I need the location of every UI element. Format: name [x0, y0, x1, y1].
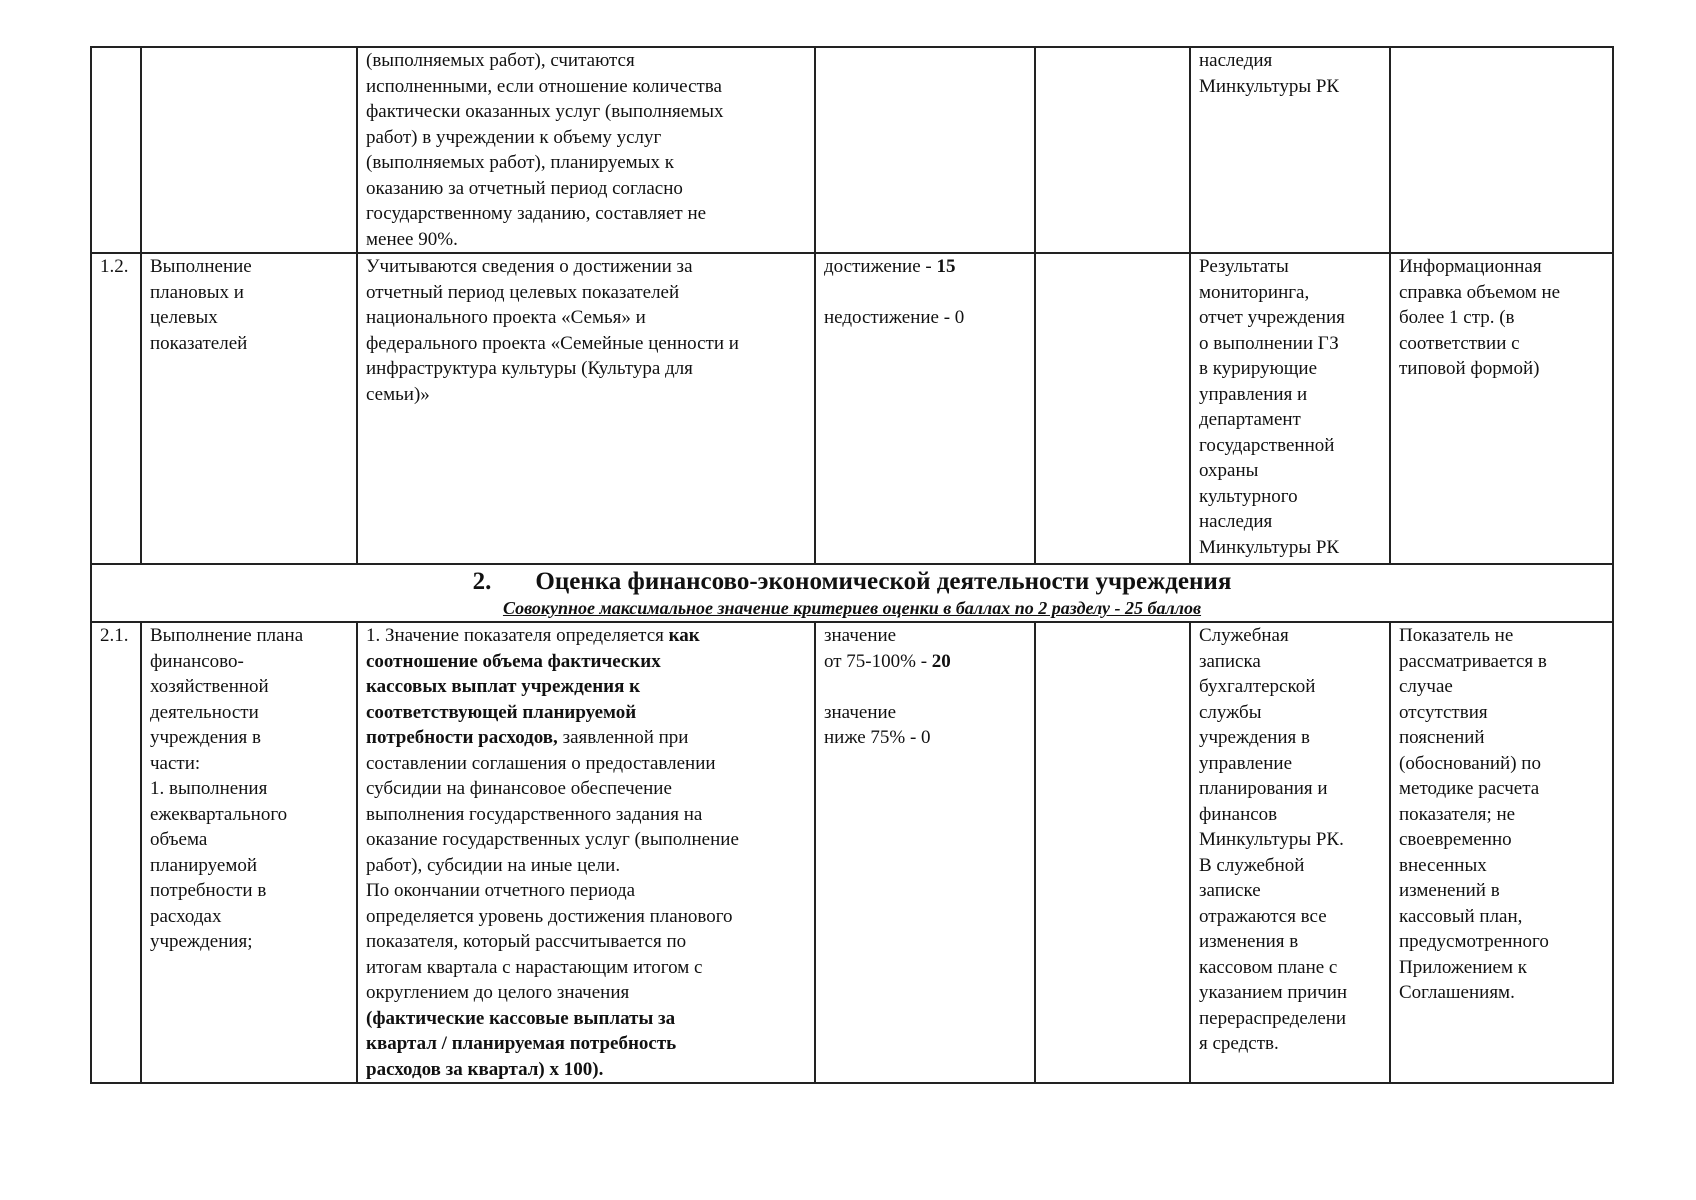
- text-line: ежеквартального: [150, 803, 288, 825]
- text-line: культурного: [1199, 485, 1298, 507]
- text-line: части:: [150, 752, 201, 774]
- cell-empty: [1035, 622, 1190, 1083]
- text-line: инфраструктура культуры (Культура для: [366, 358, 693, 379]
- score-a: [824, 649, 1026, 675]
- cell-source: [1190, 253, 1390, 564]
- text-line: указанием причин: [1199, 982, 1348, 1003]
- text-line: субсидии на финансовое обеспечение: [366, 778, 672, 799]
- section-header-row: [91, 564, 1613, 622]
- text-line: отражаются все: [1199, 905, 1327, 927]
- text-line: записка: [1199, 650, 1261, 672]
- score-not-achieved: недостижение - 0: [824, 307, 965, 328]
- text-line: менее 90%.: [366, 228, 458, 250]
- text-line: методике расчета: [1399, 778, 1540, 799]
- text-line: государственному заданию, составляет не: [366, 203, 707, 224]
- text-line: Приложением к: [1399, 956, 1527, 978]
- text-line: объема: [150, 829, 208, 850]
- text-line: По окончании отчетного периода: [366, 880, 636, 901]
- row-number: [91, 622, 141, 1083]
- text-line: кассовый план,: [1399, 905, 1523, 927]
- text-line: федерального проекта «Семейные ценности и: [366, 332, 739, 354]
- text-line: итогам квартала с нарастающим итогом с: [366, 956, 703, 978]
- section-header-cell: [91, 564, 1613, 622]
- cell-note: [1390, 622, 1613, 1083]
- score-a-value: 20: [931, 650, 951, 672]
- text-line: Выполнение: [150, 256, 252, 277]
- cell-name: [141, 622, 357, 1083]
- text-run: 1. Значение показателя определяется: [366, 625, 669, 646]
- cell-description: [357, 47, 815, 253]
- text-line: расходах: [150, 905, 222, 927]
- text-line: отсутствия: [1399, 701, 1488, 723]
- text-line: учреждения в: [150, 727, 262, 748]
- text-line: бухгалтерской: [1199, 676, 1316, 697]
- text-line: оказанию за отчетный период согласно: [366, 177, 683, 199]
- text-line: потребности в: [150, 880, 267, 901]
- score-a-range: от 75-100% -: [824, 650, 932, 672]
- text-line: показателей: [150, 332, 248, 354]
- table-row-2-1: [91, 622, 1613, 1083]
- text-line: соотношение объема фактических: [366, 650, 661, 672]
- text-line: записке: [1199, 880, 1261, 901]
- text-line: справка объемом не: [1399, 281, 1561, 303]
- text-line: случае: [1399, 676, 1453, 697]
- text-line: составлении соглашения о предоставлении: [366, 752, 716, 774]
- spacer: [824, 674, 1026, 700]
- text-line: управление: [1199, 752, 1293, 774]
- cell-name: [141, 253, 357, 564]
- text-line: службы: [1199, 701, 1262, 723]
- text-line: плановых и: [150, 281, 244, 303]
- text-line: выполнения государственного задания на: [366, 803, 703, 825]
- cell-source: [1190, 622, 1390, 1083]
- text-line: показателя, который рассчитывается по: [366, 931, 687, 952]
- score-b-label: значение: [824, 701, 897, 723]
- text-line: [366, 623, 806, 649]
- score-b-range: ниже 75% - 0: [824, 727, 931, 748]
- score-achieved-value: 15: [936, 256, 956, 277]
- text-line: квартал / планируемая потребность: [366, 1033, 677, 1054]
- text-line: показателя; не: [1399, 803, 1516, 825]
- text-line: расходов за квартал) х 100).: [366, 1058, 604, 1080]
- cell-name: [141, 47, 357, 253]
- text-line: учреждения в: [1199, 727, 1311, 748]
- text-line: учреждения;: [150, 931, 253, 952]
- text-line: охраны: [1199, 460, 1259, 481]
- text-line: [366, 725, 806, 751]
- text-line: соответствующей планируемой: [366, 701, 637, 723]
- cell-number: [91, 47, 141, 253]
- text-line: пояснений: [1399, 727, 1485, 748]
- text-line: перераспределени: [1199, 1007, 1347, 1029]
- text-line: департамент: [1199, 409, 1301, 430]
- table-row-1-2: [91, 253, 1613, 564]
- text-line: изменений в: [1399, 880, 1500, 901]
- cell-empty: [1035, 47, 1190, 253]
- text-line: определяется уровень достижения планового: [366, 905, 733, 927]
- text-line: Учитываются сведения о достижении за: [366, 256, 693, 277]
- text-line: (выполняемых работ), планируемых к: [366, 152, 674, 173]
- score-a-label: значение: [824, 625, 897, 646]
- text-line: планируемой: [150, 854, 258, 876]
- text-line: мониторинга,: [1199, 281, 1310, 303]
- text-line: Результаты: [1199, 256, 1289, 277]
- text-line: рассматривается в: [1399, 650, 1547, 672]
- text-line: кассовых выплат учреждения к: [366, 676, 641, 697]
- cell-score: [815, 622, 1035, 1083]
- cell-source: [1190, 47, 1390, 253]
- section-title-text: Оценка финансово-экономической деятельности учреждения: [535, 568, 1232, 595]
- text-line: В служебной: [1199, 854, 1305, 876]
- criteria-table: [90, 46, 1614, 1084]
- text-line: Минкультуры РК.: [1199, 829, 1344, 850]
- document-page: [90, 46, 1612, 1084]
- row-number-text: 1.2.: [100, 256, 129, 277]
- text-run: заявленной при: [557, 727, 689, 748]
- score-achieved: [824, 254, 1026, 280]
- text-line: более 1 стр. (в: [1399, 307, 1515, 328]
- text-line: семьи)»: [366, 383, 430, 405]
- cell-note: [1390, 47, 1613, 253]
- text-line: (обоснований) по: [1399, 752, 1541, 774]
- text-line: государственной: [1199, 434, 1335, 456]
- text-line: оказание государственных услуг (выполнение: [366, 829, 739, 850]
- cell-score: [815, 253, 1035, 564]
- score-achieved-label: достижение -: [824, 256, 937, 277]
- text-line: работ) в учреждении к объему услуг: [366, 126, 662, 148]
- text-line: национального проекта «Семья» и: [366, 307, 646, 328]
- cell-note: [1390, 253, 1613, 564]
- text-line: работ), субсидии на иные цели.: [366, 854, 621, 876]
- text-line: 1. выполнения: [150, 778, 268, 799]
- text-line: Информационная: [1399, 256, 1542, 277]
- text-line: предусмотренного: [1399, 931, 1549, 952]
- text-line: Минкультуры РК: [1199, 536, 1340, 558]
- text-line: Соглашениям.: [1399, 982, 1515, 1003]
- text-line: внесенных: [1399, 854, 1487, 876]
- text-line: управления и: [1199, 383, 1308, 405]
- text-line: наследия: [1199, 50, 1273, 71]
- text-line: исполненными, если отношение количества: [366, 75, 722, 97]
- text-line: Служебная: [1199, 625, 1289, 646]
- section-title: [100, 565, 1604, 597]
- section-number: 2.: [472, 568, 492, 595]
- text-run-bold: потребности расходов,: [366, 727, 558, 748]
- text-line: кассовом плане с: [1199, 956, 1338, 978]
- text-line: изменения в: [1199, 931, 1299, 952]
- row-number-text: 2.1.: [100, 625, 129, 646]
- cell-description: [357, 622, 815, 1083]
- text-line: Выполнение плана: [150, 625, 304, 646]
- text-line: в курирующие: [1199, 358, 1318, 379]
- text-run-bold: как: [668, 625, 700, 646]
- text-line: деятельности: [150, 701, 259, 723]
- cell-description: [357, 253, 815, 564]
- text-line: типовой формой): [1399, 358, 1540, 379]
- text-line: округлением до целого значения: [366, 982, 630, 1003]
- text-line: хозяйственной: [150, 676, 269, 697]
- text-line: Показатель не: [1399, 625, 1514, 646]
- text-line: планирования и: [1199, 778, 1328, 799]
- spacer: [824, 280, 1026, 306]
- text-line: (фактические кассовые выплаты за: [366, 1007, 676, 1029]
- text-line: своевременно: [1399, 829, 1512, 850]
- text-line: отчет учреждения: [1199, 307, 1345, 328]
- text-line: фактически оказанных услуг (выполняемых: [366, 101, 724, 122]
- text-line: соответствии с: [1399, 332, 1520, 354]
- text-line: о выполнении ГЗ: [1199, 332, 1339, 354]
- section-subtitle-text: Совокупное максимальное значение критериев оценки в баллах по 2 разделу - 25 баллов: [502, 598, 1202, 618]
- text-line: Минкультуры РК: [1199, 75, 1340, 97]
- text-line: финансов: [1199, 803, 1278, 825]
- text-line: отчетный период целевых показателей: [366, 281, 680, 303]
- text-line: целевых: [150, 307, 218, 328]
- text-line: (выполняемых работ), считаются: [366, 50, 635, 71]
- cell-empty: [1035, 253, 1190, 564]
- table-row-continuation: [91, 47, 1613, 253]
- text-line: я средств.: [1199, 1033, 1279, 1054]
- row-number: [91, 253, 141, 564]
- section-subtitle: [100, 597, 1604, 619]
- text-line: финансово-: [150, 650, 244, 672]
- cell-score: [815, 47, 1035, 253]
- text-line: наследия: [1199, 511, 1273, 532]
